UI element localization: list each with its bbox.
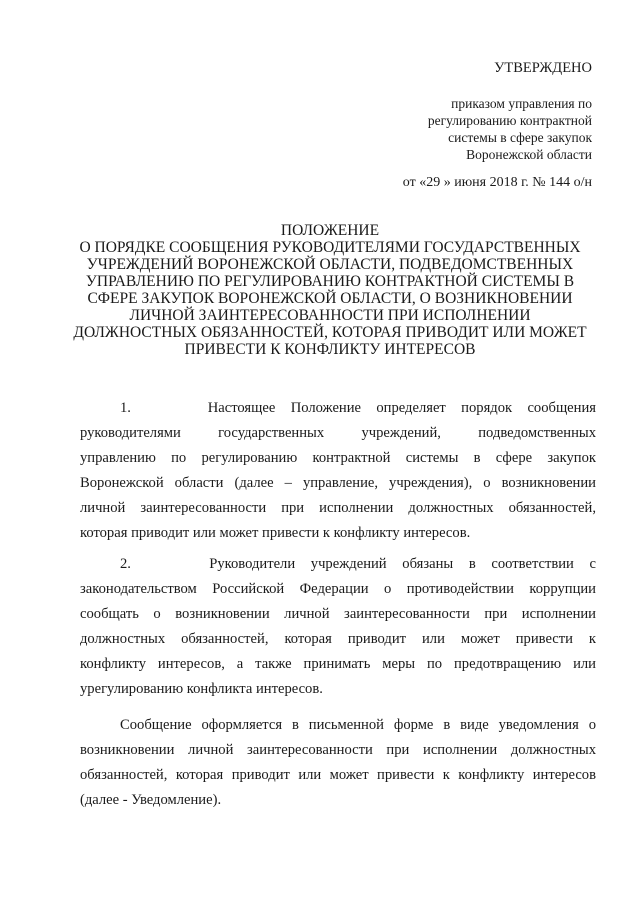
paragraph-line: Воронежской области (далее – управление, учреждения), о возникновении (80, 475, 596, 491)
paragraph-line: личной заинтересованности при исполнении должностных обязанностей, (80, 500, 596, 516)
paragraph-2 (80, 552, 596, 702)
paragraph-line: сообщать о возникновении личной заинтересованности при исполнении (80, 606, 596, 622)
paragraph-line: возникновении личной заинтересованности при исполнении должностных (80, 742, 596, 758)
order-line: приказом управления по (451, 96, 592, 111)
paragraph-line: управлению по регулированию контрактной системы в сфере закупок (80, 450, 596, 466)
title-line: О ПОРЯДКЕ СООБЩЕНИЯ РУКОВОДИТЕЛЯМИ ГОСУДАРСТВЕННЫХ (79, 239, 581, 256)
order-line: системы в сфере закупок (448, 130, 592, 145)
order-line: регулированию контрактной (427, 113, 592, 128)
paragraph-line: должностных обязанностей, которая приводит или может привести к (80, 631, 596, 647)
paragraph-line: законодательством Российской Федерации о противодействии коррупции (80, 581, 596, 597)
approved-stamp: УТВЕРЖДЕНО (494, 60, 592, 76)
order-date: от «29 » июня 2018 г. № 144 о/н (402, 175, 592, 190)
title-line: ДОЛЖНОСТНЫХ ОБЯЗАННОСТЕЙ, КОТОРАЯ ПРИВОДИТ ИЛИ МОЖЕТ (73, 324, 587, 341)
order-reference (392, 95, 592, 163)
paragraph-line: 2. Руководители учреждений обязаны в соответствии с (120, 556, 596, 572)
title-line: ЛИЧНОЙ ЗАИНТЕРЕСОВАННОСТИ ПРИ ИСПОЛНЕНИИ (129, 307, 531, 324)
paragraph-line: (далее - Уведомление). (80, 792, 222, 808)
title-line: УЧРЕЖДЕНИЙ ВОРОНЕЖСКОЙ ОБЛАСТИ, ПОДВЕДОМСТВЕННЫХ (86, 256, 574, 273)
document-title (60, 222, 600, 358)
title-line: СФЕРЕ ЗАКУПОК ВОРОНЕЖСКОЙ ОБЛАСТИ, О ВОЗНИКНОВЕНИИ (87, 290, 573, 307)
order-line: Воронежской области (466, 147, 592, 162)
paragraph-line: обязанностей, которая приводит или может привести к конфликту интересов (80, 767, 596, 783)
title-line: ПРИВЕСТИ К КОНФЛИКТУ ИНТЕРЕСОВ (184, 341, 476, 358)
title-line: ПОЛОЖЕНИЕ (280, 222, 380, 239)
paragraph-line: урегулированию конфликта интересов. (80, 681, 323, 697)
paragraph-line: конфликту интересов, а также принимать меры по предотвращению или (80, 656, 596, 672)
title-line: УПРАВЛЕНИЮ ПО РЕГУЛИРОВАНИЮ КОНТРАКТНОЙ СИСТЕМЫ В (85, 273, 575, 290)
paragraph-line: которая приводит или может привести к конфликту интересов. (80, 525, 471, 541)
paragraph-line: Сообщение оформляется в письменной форме в виде уведомления о (120, 717, 596, 733)
paragraph-line: руководителями государственных учреждений, подведомственных (80, 425, 596, 441)
paragraph-1 (80, 396, 596, 546)
paragraph-line: 1. Настоящее Положение определяет порядок сообщения (120, 400, 596, 416)
paragraph-3 (80, 713, 596, 813)
